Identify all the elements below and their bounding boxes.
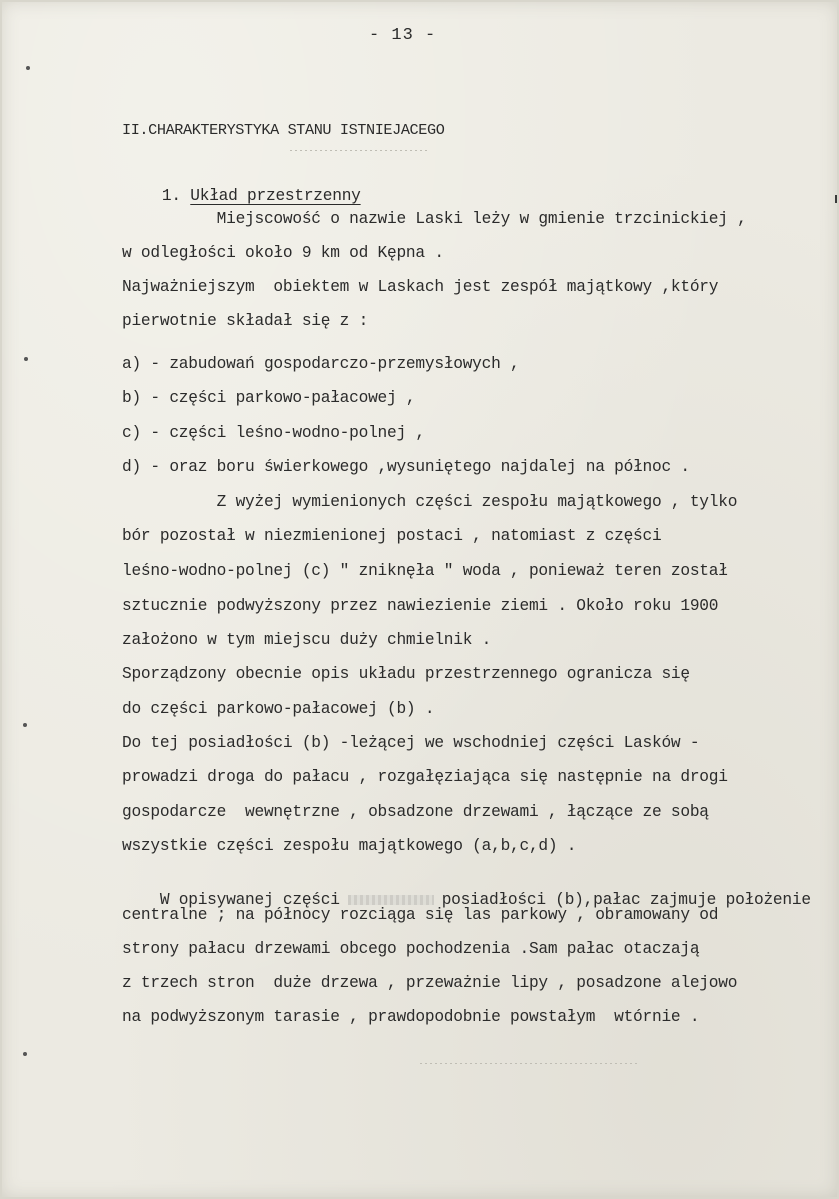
stray-mark	[420, 1063, 640, 1064]
list-item: d) - oraz boru świerkowego ,wysuniętego najdalej na północ .	[122, 458, 690, 476]
text-line: strony pałacu drzewami obcego pochodzenia .Sam pałac otaczają	[122, 940, 700, 958]
text-line: centralne ; na północy rozciąga się las parkowy , obramowany od	[122, 906, 719, 924]
list-item: a) - zabudowań gospodarczo-przemysłowych ,	[122, 355, 520, 373]
margin-dot	[23, 1052, 27, 1056]
subsection-title: Układ przestrzenny	[190, 187, 361, 205]
text-line: do części parkowo-pałacowej (b) .	[122, 700, 435, 718]
text-line: Do tej posiadłości (b) -leżącej we wschodniej części Lasków -	[122, 734, 700, 752]
text-line: bór pozostał w niezmienionej postaci , natomiast z części	[122, 527, 662, 545]
text-line: prowadzi droga do pałacu , rozgałęziająca się następnie na drogi	[122, 768, 728, 786]
text-line: gospodarcze wewnętrzne , obsadzone drzewami , łączące ze sobą	[122, 803, 709, 821]
subsection-number: 1.	[161, 187, 181, 205]
text-line: założono w tym miejscu duży chmielnik .	[122, 631, 492, 649]
text-line: w odległości około 9 km od Kępna .	[122, 244, 444, 262]
text-line: sztucznie podwyższony przez nawiezienie ziemi . Około roku 1900	[122, 597, 719, 615]
text-line: na podwyższonym tarasie , prawdopodobnie powstałym wtórnie .	[122, 1008, 700, 1026]
section-title: II.CHARAKTERYSTYKA STANU ISTNIEJACEGO	[122, 121, 445, 139]
text-line: Najważniejszym obiektem w Laskach jest zespół majątkowy ,który	[122, 278, 719, 296]
stray-mark	[290, 150, 430, 151]
margin-dot	[24, 357, 28, 361]
text-line: Z wyżej wymienionych części zespołu majątkowego , tylko	[122, 493, 738, 511]
text-line: Miejscowość o nazwie Laski leży w gmienie trzcinickiej ,	[122, 210, 747, 228]
text-after-redaction: posiadłości (b),pałac zajmuje położenie	[441, 891, 811, 909]
text-line: pierwotnie składał się z :	[122, 312, 369, 330]
text-line: leśno-wodno-polnej (c) " zniknęła " woda , ponieważ teren został	[122, 562, 728, 580]
text-line: Sporządzony obecnie opis układu przestrzennego ogranicza się	[122, 665, 690, 683]
margin-dot	[23, 723, 27, 727]
list-item: c) - części leśno-wodno-polnej ,	[122, 424, 425, 442]
text-before-redaction: W opisywanej części	[159, 891, 340, 909]
page-number: - 13 -	[369, 26, 437, 45]
list-item: b) - części parkowo-pałacowej ,	[122, 389, 416, 407]
text-line: z trzech stron duże drzewa , przeważnie lipy , posadzone alejowo	[122, 974, 738, 992]
margin-dot	[26, 66, 30, 70]
redaction-mark	[348, 895, 434, 905]
edge-mark	[835, 195, 837, 203]
text-line: wszystkie części zespołu majątkowego (a,b,c,d) .	[122, 837, 577, 855]
